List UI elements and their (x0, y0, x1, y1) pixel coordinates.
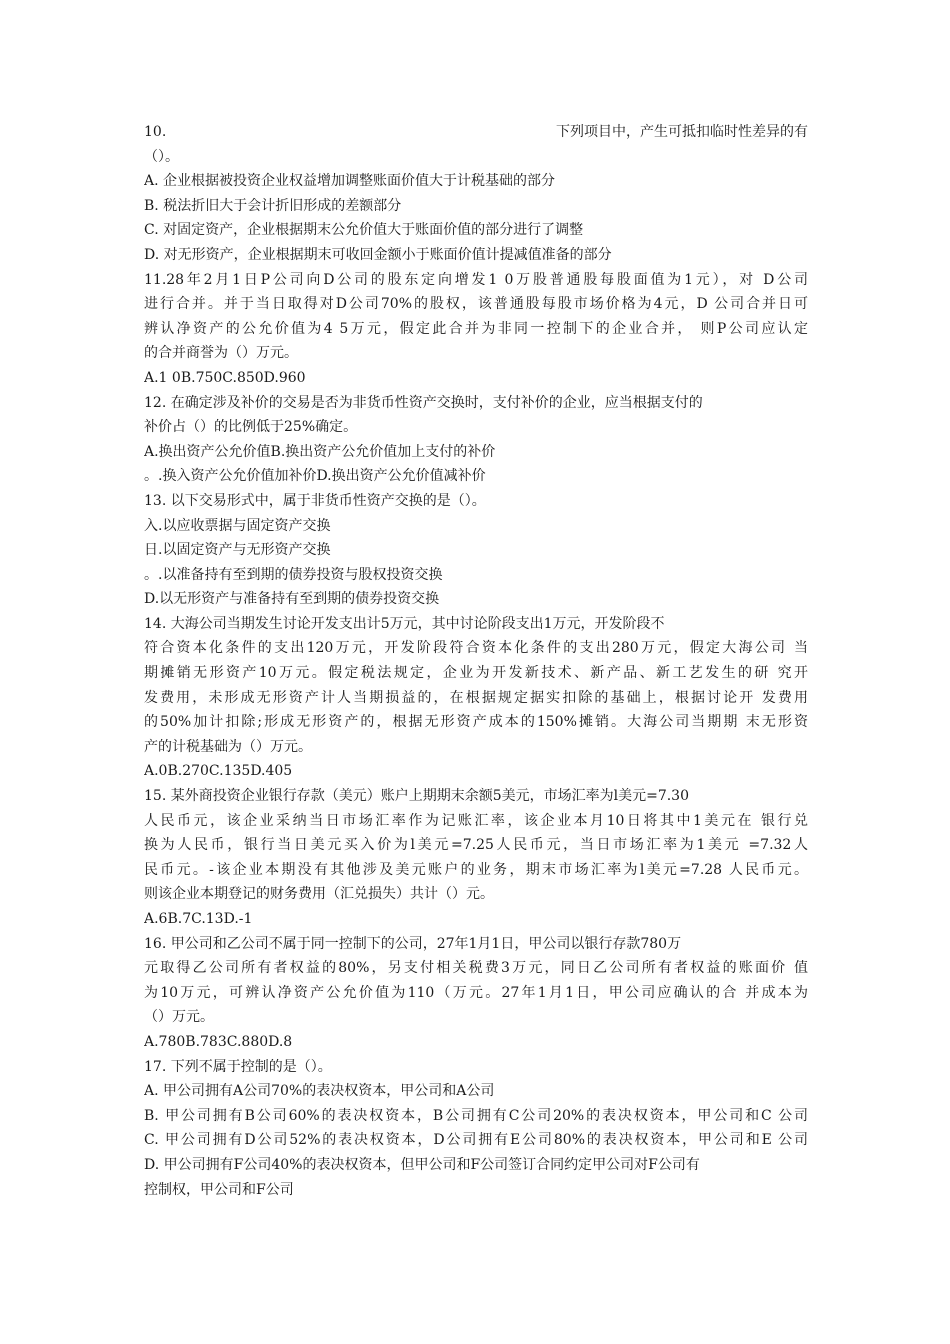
text-line: 民币元。-该企业本期没有其他涉及美元账户的业务，期末市场汇率为l美元=7.28 人民币元。 (144, 861, 808, 878)
text-line: C. 对固定资产，企业根据期末公允价值大于账面价值的部分进行了调整 (144, 222, 584, 239)
text-line: 控制权，甲公司和F公司 (144, 1181, 294, 1198)
text-line: 的合并商誉为（）万元。 (144, 345, 298, 362)
document-body (144, 120, 808, 1202)
text-line: 12. 在确定涉及补价的交易是否为非货币性资产交换时，支付补价的企业，应当根据支付的 (144, 394, 703, 411)
text-line: 13. 以下交易形式中，属于非货币性资产交换的是（）。 (144, 492, 486, 509)
text-line: 换为人民币，银行当日美元买入价为l美元=7.25人民币元，当日市场汇率为1美元 =7.32人 (144, 837, 808, 854)
text-line: C. 甲公司拥有D公司52%的表决权资本，D公司拥有E公司80%的表决权资本，甲公司和E 公司 (144, 1132, 808, 1149)
text-line: 人民币元，该企业采纳当日市场汇率作为记账汇率，该企业本月10日将其中1美元在 银行兑 (144, 812, 808, 829)
text-line: B. 税法折旧大于会计折旧形成的差额部分 (144, 197, 402, 214)
text-line: （）万元。 (144, 1009, 214, 1026)
text-line: 的50%加计扣除;形成无形资产的，根据无形资产成本的150%摊销。大海公司当期期 末无形资 (144, 714, 808, 731)
text-line: 14. 大海公司当期发生讨论开发支出计5万元，其中讨论阶段支出1万元，开发阶段不 (144, 615, 665, 632)
text-line: B. 甲公司拥有B公司60%的表决权资本，B公司拥有C公司20%的表决权资本，甲公司和C 公司 (144, 1107, 808, 1124)
text-line (144, 120, 808, 145)
text-line: 则该企业本期登记的财务费用（汇兑损失）共计（）元。 (144, 886, 494, 903)
text-line: 为10万元，可辨认净资产公允价值为110（万元。27年1月1日，甲公司应确认的合 并成本为 (144, 984, 808, 1001)
text-line: A.0B.270C.135D.405 (144, 763, 293, 780)
question-text: 下列项目中，产生可抵扣临时性差异的有 (556, 124, 808, 140)
text-line: 符合资本化条件的支出120万元，开发阶段符合资本化条件的支出280万元，假定大海公司 当 (144, 640, 808, 657)
text-line: A.换出资产公允价值B.换出资产公允价值加上支付的补价 (144, 443, 496, 460)
question-number: 10. (144, 124, 167, 140)
text-line: 。.换入资产公允价值加补价D.换出资产公允价值减补价 (144, 468, 486, 485)
text-line: D. 对无形资产，企业根据期末可收回金额小于账面价值计提减值准备的部分 (144, 246, 612, 263)
text-line: 入.以应收票据与固定资产交换 (144, 517, 331, 534)
text-line: 。.以准备持有至到期的债券投资与股权投资交换 (144, 566, 443, 583)
text-line: 元取得乙公司所有者权益的80%，另支付相关税费3万元，同日乙公司所有者权益的账面价 值 (144, 960, 808, 977)
text-line: A.780B.783C.880D.8 (144, 1033, 293, 1050)
text-line: 17. 下列不属于控制的是（）。 (144, 1058, 332, 1075)
text-line: 15. 某外商投资企业银行存款（美元）账户上期期末余额5美元，市场汇率为l美元=7.30 (144, 788, 689, 805)
text-line: 日.以固定资产与无形资产交换 (144, 542, 331, 559)
text-line: A.1 0B.750C.850D.960 (144, 369, 306, 386)
text-line: 期摊销无形资产10万元。假定税法规定，企业为开发新技术、新产品、新工艺发生的研 究开 (144, 665, 808, 682)
text-line: 进行合并。并于当日取得对D公司70%的股权，该普通股每股市场价格为4元，D 公司合并日可 (144, 296, 808, 313)
text-line: A.6B.7C.13D.-1 (144, 911, 253, 927)
text-line: 16. 甲公司和乙公司不属于同一控制下的公司，27年1月1日，甲公司以银行存款780万 (144, 935, 682, 952)
text-line: A. 企业根据被投资企业权益增加调整账面价值大于计税基础的部分 (144, 173, 556, 190)
text-line: D.以无形资产与准备持有至到期的债券投资交换 (144, 591, 440, 608)
text-line: D. 甲公司拥有F公司40%的表决权资本，但甲公司和F公司签订合同约定甲公司对F公司有 (144, 1156, 700, 1173)
text-line: 产的计税基础为（）万元。 (144, 738, 312, 755)
text-line: 辨认净资产的公允价值为4 5万元，假定此合并为非同一控制下的企业合并， 则P公司应认定 (144, 320, 808, 337)
text-line: A. 甲公司拥有A公司70%的表决权资本，甲公司和A公司 (144, 1083, 495, 1100)
text-line: （）。 (144, 148, 179, 165)
text-line: 11.28年2月1日P公司向D公司的股东定向增发1 0万股普通股每股面值为1元），对 D公司 (144, 271, 808, 288)
text-line: 补价占（）的比例低于25%确定。 (144, 419, 358, 436)
text-line: 发费用，未形成无形资产计人当期损益的，在根据规定据实扣除的基础上，根据讨论开 发费用 (144, 689, 808, 706)
